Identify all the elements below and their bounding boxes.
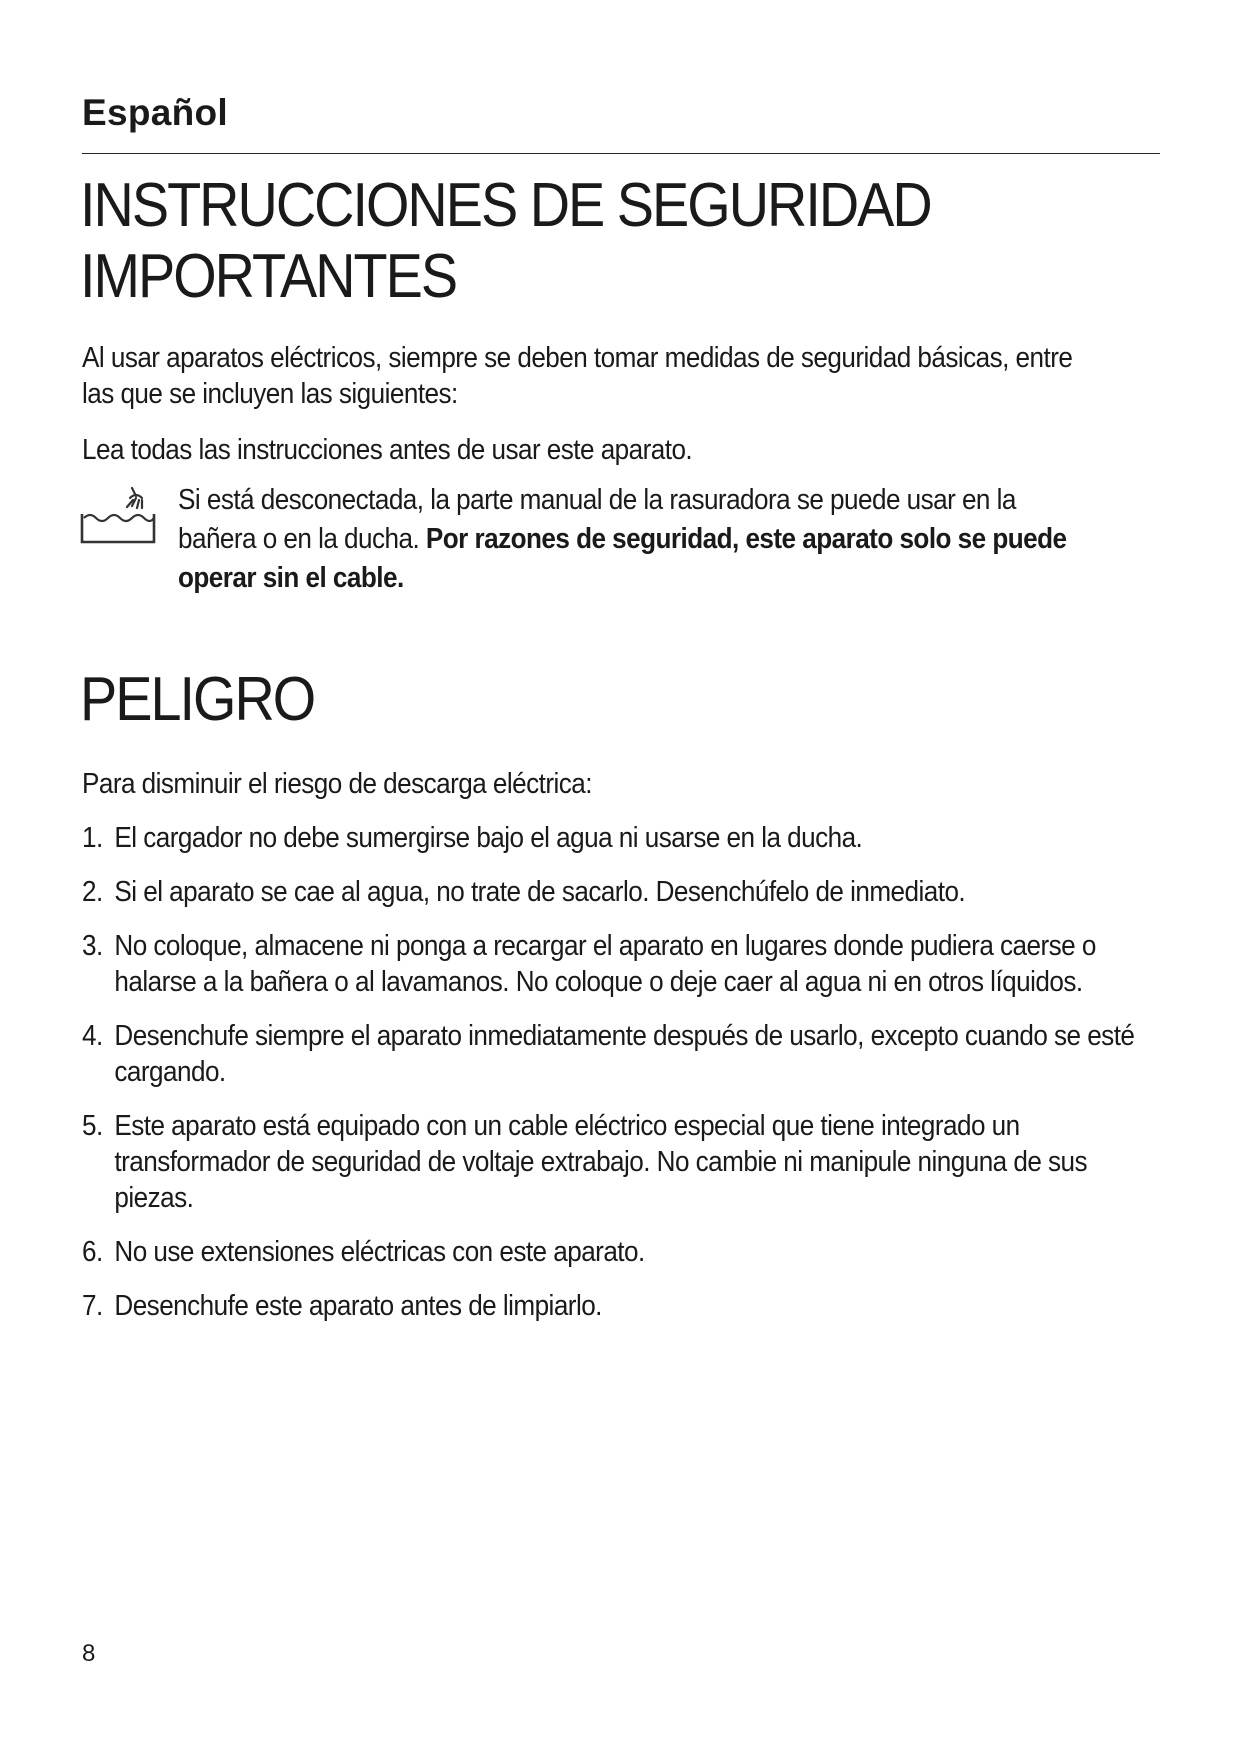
bathtub-shower-icon [80,484,156,548]
danger-heading: PELIGRO [80,665,315,734]
page-title: INSTRUCCIONES DE SEGURIDAD IMPORTANTES [80,171,931,311]
list-item-text: Este aparato está equipado con un cable eléctrico especial que tiene integrado un transformador de seguridad de voltaje extrabajo. No cambie ni manipule ninguna de sus piezas. [114,1110,1088,1214]
list-item [82,1288,1153,1324]
list-item [82,928,1153,1000]
list-item [82,1018,1153,1090]
list-item-text: Si el aparato se cae al agua, no trate de sacarlo. Desenchúfelo de inmediato. [114,876,966,908]
list-item-number: 5. [82,1110,103,1142]
read-instructions-paragraph: Lea todas las instrucciones antes de usar este aparato. [82,434,693,466]
list-item [82,1234,1153,1270]
list-item-text: No coloque, almacene ni ponga a recargar el aparato en lugares donde pudiera caerse o halarse a la bañera o al lavamanos. No coloque o deje caer al agua ni en otros líquidos. [114,930,1096,998]
list-item-text: El cargador no debe sumergirse bajo el agua ni usarse en la ducha. [114,822,863,854]
warning-text: Si está desconectada, la parte manual de la rasuradora se puede usar en la bañera o en la ducha. [178,484,1016,555]
list-item-text: Desenchufe este aparato antes de limpiarlo. [114,1290,602,1322]
list-item-text: Desenchufe siempre el aparato inmediatamente después de usarlo, excepto cuando se esté cargando. [114,1020,1135,1088]
list-item-number: 6. [82,1236,103,1268]
page-number: 8 [82,1640,96,1667]
language-heading: Español [82,92,229,133]
list-item [82,820,1153,856]
list-item-number: 2. [82,876,103,908]
warning-bold-text: Por razones de seguridad, este aparato solo se puede operar sin el cable. [178,523,1067,594]
list-item-number: 4. [82,1020,103,1052]
list-item-number: 3. [82,930,103,962]
intro-paragraph: Al usar aparatos eléctricos, siempre se deben tomar medidas de seguridad básicas, entre las que se incluyen las siguientes: [82,342,1073,410]
list-item [82,1108,1153,1216]
list-item-number: 7. [82,1290,103,1322]
list-item [82,874,1153,910]
list-item-number: 1. [82,822,103,854]
water-use-warning [178,481,1069,598]
list-item-text: No use extensiones eléctricas con este aparato. [114,1236,645,1268]
danger-list [82,820,1153,1342]
heading-divider [82,153,1160,154]
danger-intro: Para disminuir el riesgo de descarga eléctrica: [82,768,592,800]
